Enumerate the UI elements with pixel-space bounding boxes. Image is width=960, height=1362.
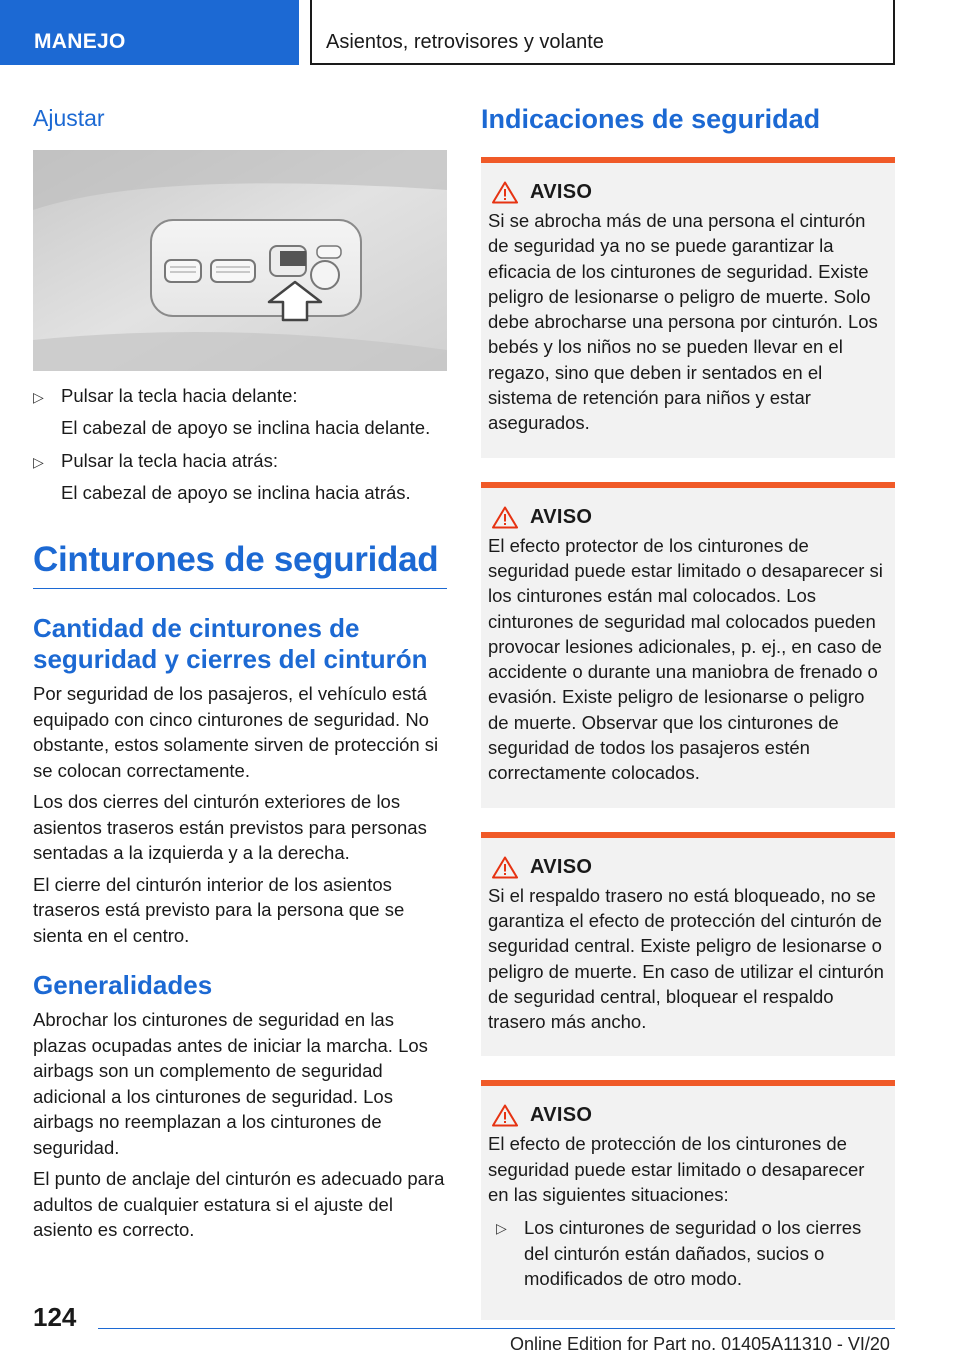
list-item [33,448,447,506]
header-chapter-tab [310,0,895,65]
header-section-label: MANEJO [34,30,126,53]
heading-generalidades: Generalidades [33,970,213,1000]
seat-control-illustration [33,150,447,371]
step-label: Pulsar la tecla hacia atrás: [61,450,278,471]
triangle-right-icon: ▷ [33,454,44,470]
footer-edition: Online Edition for Part no. 01405A11310 - VI/20 [510,1334,890,1354]
warning-title: AVISO [530,505,593,528]
left-column [33,100,447,1243]
list-item [33,383,447,441]
paragraph: Los dos cierres del cinturón exteriores de los asientos traseros están previstos para personas sentadas a la izquierda y a la derecha. [33,791,427,863]
heading-cantidad: Cantidad de cinturones de seguridad y cierres del cinturón [33,613,428,674]
heading-indicaciones: Indicaciones de seguridad [481,104,821,134]
right-column [481,100,895,1320]
triangle-right-icon: ▷ [33,389,44,405]
step-detail: El cabezal de apoyo se inclina hacia delante. [61,417,431,438]
warning-box [481,157,895,458]
paragraph: Por seguridad de los pasajeros, el vehículo está equipado con cinco cinturones de seguridad. No obstante, estos solamente sirven de protección si se colocan correctamente. [33,683,439,781]
section-title: Cinturones de seguridad [33,540,447,589]
page-number: 124 [33,1302,77,1332]
header-section-tab [0,0,299,65]
footer-divider [98,1328,895,1329]
subheading-ajustar: Ajustar [33,105,105,131]
warning-triangle-icon [492,506,518,529]
adjust-steps [33,383,447,506]
warning-box [481,832,895,1057]
step-detail: El cabezal de apoyo se inclina hacia atrás. [61,482,411,503]
warning-bullet-text: Los cinturones de seguridad o los cierres del cinturón están dañados, sucios o modificados de otro modo. [524,1217,862,1289]
warning-triangle-icon [492,181,518,204]
warning-title: AVISO [530,181,593,203]
warning-text: Si el respaldo trasero no está bloqueado, no se garantiza el efecto de protección del cinturón de seguridad central. Existe peligro de lesionarse o peligro de muerte. En caso de utilizar el cinturón de seguridad central, bloquear el respaldo trasero más ancho. [488,884,884,1033]
header-chapter-label: Asientos, retrovisores y volante [326,31,604,53]
paragraph: El punto de anclaje del cinturón es adecuado para adultos de cualquier estatura si el ajuste del asiento es correcto. [33,1168,445,1240]
warning-text: Si se abrocha más de una persona el cinturón de seguridad ya no se puede garantizar la eficacia de los cinturones de seguridad. Existe peligro de lesionarse o peligro de muerte. Solo debe abrocharse una persona por cinturón. Los bebés y los niños no se pueden llevar en el regazo, sino que deben ir sentados en el sistema de retención para niños y estar asegurados. [488,210,878,434]
warning-triangle-icon [492,1104,518,1127]
step-label: Pulsar la tecla hacia delante: [61,385,298,406]
paragraph: El cierre del cinturón interior de los asientos traseros está previsto para la persona que se sienta en el centro. [33,873,405,946]
triangle-right-icon: ▷ [496,1220,507,1237]
warning-title: AVISO [530,1104,593,1127]
warning-box [481,482,895,808]
warning-text: El efecto protector de los cinturones de seguridad puede estar limitado o desaparecer si los cinturones están mal colocados. Los cinturones de seguridad mal colocados pueden provocar lesiones adicionales, p. ej., en caso de accidente o durante una maniobra de frenado o evasión. Existe peligro de lesionarse o peligro de muerte. Observar que los cinturones de seguridad de todos los pasajeros estén correctamente colocados. [488,534,883,784]
warning-text: El efecto de protección de los cinturones de seguridad puede estar limitado o desaparecer en las siguientes situaciones: [488,1133,865,1206]
warning-box [481,1080,895,1320]
warning-triangle-icon [492,856,518,879]
list-item [496,1215,887,1291]
seat-control-image [33,150,447,371]
paragraph: Abrochar los cinturones de seguridad en las plazas ocupadas antes de iniciar la marcha. Los airbags son un complemento de seguridad adicional a los cinturones de seguridad. Los airbags no reemplazan a los cinturones de seguridad. [33,1009,428,1158]
warning-title: AVISO [530,855,593,878]
